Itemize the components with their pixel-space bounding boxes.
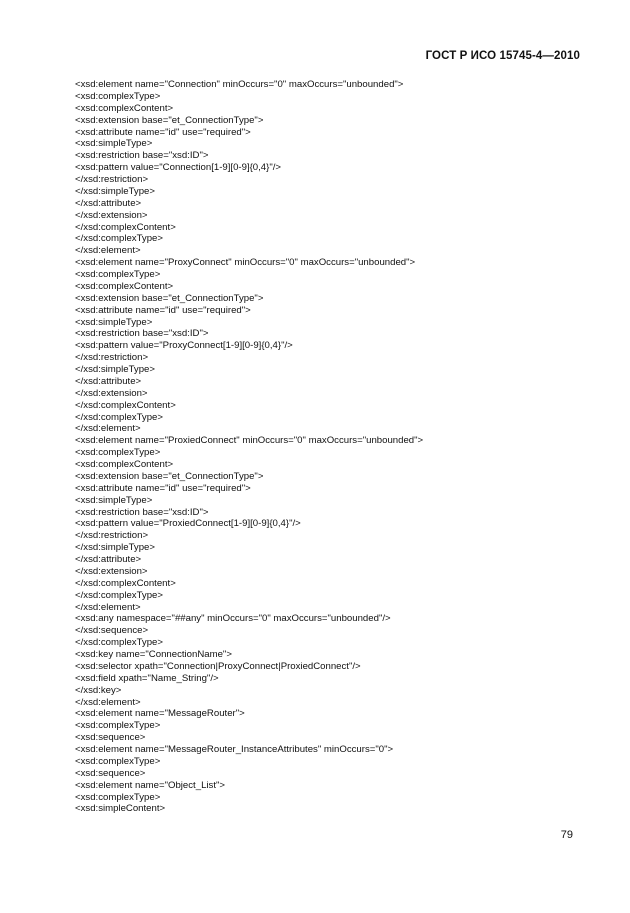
code-line: </xsd:attribute> (75, 197, 142, 209)
code-line: <xsd:restriction base="xsd:ID"> (75, 506, 209, 518)
code-line: <xsd:restriction base="xsd:ID"> (75, 150, 209, 162)
code-line: <xsd:pattern value="Connection[1-9][0-9]{0,4}"/> (75, 162, 282, 174)
code-line: </xsd:complexType> (75, 233, 163, 245)
code-line: <xsd:sequence> (75, 732, 146, 744)
code-line: </xsd:complexType> (75, 411, 163, 423)
code-line: </xsd:simpleType> (75, 185, 155, 197)
code-line: <xsd:complexContent> (75, 102, 174, 114)
page-header-standard: ГОСТ Р ИСО 15745-4—2010 (425, 50, 580, 62)
code-line: </xsd:complexType> (75, 637, 163, 649)
code-line: </xsd:extension> (75, 209, 148, 221)
code-line: </xsd:simpleType> (75, 364, 155, 375)
code-line: <xsd:complexType> (75, 269, 161, 280)
code-line: <xsd:sequence> (75, 767, 146, 779)
code-line: <xsd:pattern value="ProxiedConnect[1-9][0-9]{0,4}"/> (75, 518, 301, 530)
code-line: </xsd:simpleType> (75, 542, 155, 554)
code-line: </xsd:extension> (75, 565, 148, 577)
code-line: </xsd:complexContent> (75, 577, 176, 589)
code-line: <xsd:element name="MessageRouter_InstanceAttributes" minOccurs="0"> (75, 744, 394, 755)
code-line: <xsd:restriction base="xsd:ID"> (75, 328, 209, 340)
code-line: <xsd:element name="Object_List"> (75, 779, 226, 791)
code-line: <xsd:element name="ProxiedConnect" minOccurs="0" maxOccurs="unbounded"> (75, 435, 424, 447)
code-line: <xsd:extension base="et_ConnectionType"> (75, 292, 264, 304)
code-line: </xsd:element> (75, 696, 141, 708)
code-line: <xsd:any namespace="##any" minOccurs="0" maxOccurs="unbounded"/> (75, 613, 391, 625)
code-line: <xsd:complexType> (75, 90, 161, 102)
code-line: </xsd:restriction> (75, 530, 149, 542)
code-line: </xsd:complexContent> (75, 399, 176, 411)
xsd-code-block (75, 79, 423, 815)
code-line: <xsd:complexContent> (75, 459, 174, 470)
code-line: <xsd:complexType> (75, 791, 161, 803)
code-line: <xsd:complexType> (75, 447, 161, 459)
code-line: </xsd:restriction> (75, 174, 149, 185)
code-line: <xsd:complexType> (75, 720, 161, 732)
code-line: <xsd:selector xpath="Connection|ProxyConnect|ProxiedConnect"/> (75, 660, 361, 672)
code-line: </xsd:restriction> (75, 352, 149, 364)
code-line: </xsd:element> (75, 601, 141, 613)
code-line: <xsd:simpleType> (75, 316, 153, 328)
code-line: </xsd:key> (75, 684, 122, 696)
code-line: <xsd:simpleType> (75, 138, 153, 150)
code-line: <xsd:element name="ProxyConnect" minOccurs="0" maxOccurs="unbounded"> (75, 257, 416, 269)
code-line: </xsd:sequence> (75, 625, 149, 637)
code-line: </xsd:complexContent> (75, 221, 176, 233)
code-line: <xsd:complexType> (75, 755, 161, 767)
code-line: <xsd:simpleType> (75, 494, 153, 506)
code-line: </xsd:element> (75, 423, 141, 435)
code-line: </xsd:complexType> (75, 589, 163, 601)
page-number: 79 (560, 829, 573, 841)
code-line: <xsd:extension base="et_ConnectionType"> (75, 470, 264, 482)
code-line: <xsd:attribute name="id" use="required"> (75, 304, 251, 316)
code-line: </xsd:attribute> (75, 554, 142, 565)
code-line: <xsd:simpleContent> (75, 803, 166, 815)
code-line: <xsd:field xpath="Name_String"/> (75, 672, 219, 684)
code-line: <xsd:element name="MessageRouter"> (75, 708, 245, 720)
code-line: <xsd:element name="Connection" minOccurs="0" maxOccurs="unbounded"> (75, 79, 404, 90)
code-line: <xsd:attribute name="id" use="required"> (75, 126, 251, 138)
code-line: <xsd:attribute name="id" use="required"> (75, 482, 251, 494)
code-line: <xsd:key name="ConnectionName"> (75, 649, 232, 660)
code-line: <xsd:pattern value="ProxyConnect[1-9][0-9]{0,4}"/> (75, 340, 293, 352)
code-line: </xsd:element> (75, 245, 141, 257)
code-line: </xsd:attribute> (75, 375, 142, 387)
code-line: <xsd:extension base="et_ConnectionType"> (75, 114, 264, 126)
code-line: </xsd:extension> (75, 387, 148, 399)
code-line: <xsd:complexContent> (75, 280, 174, 292)
